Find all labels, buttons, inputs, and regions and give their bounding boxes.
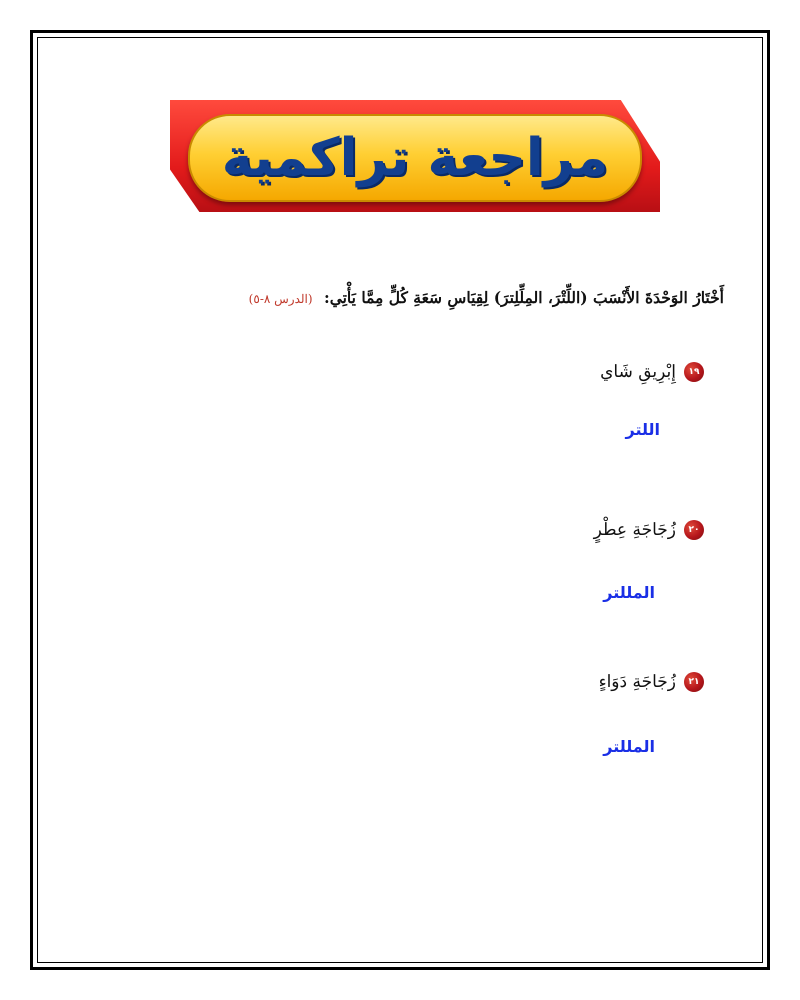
question-text: زُجَاجَةِ دَوَاءٍ — [598, 672, 676, 692]
question-number-badge: ١٩ — [684, 362, 704, 382]
question-21 — [599, 672, 704, 692]
instruction-text — [64, 288, 724, 307]
answer-19: اللتر — [625, 420, 660, 439]
answer-21: المللتر — [603, 737, 655, 756]
lesson-reference: (الدرس ٨-٥) — [248, 292, 313, 306]
question-text: زُجَاجَةِ عِطْرٍ — [593, 520, 676, 540]
question-number-badge: ٢٠ — [684, 520, 704, 540]
question-19 — [600, 362, 704, 382]
answer-20: المللتر — [603, 583, 655, 602]
instruction-main: أَخْتَارُ الوَحْدَةَ الأَنْسَبَ (اللِّتْرَ، المِلِّلِترَ) لِقِيَاسِ سَعَةِ كُلٍّ مِمَّا يَأْتِي: — [323, 288, 724, 307]
question-20 — [594, 520, 704, 540]
question-text: إِبْرِيقِ شَاي — [600, 362, 676, 382]
banner-title: مراجعة تراكمية — [221, 128, 609, 188]
banner-title-pill — [188, 114, 642, 202]
question-number-badge: ٢١ — [684, 672, 704, 692]
section-banner — [150, 92, 670, 222]
